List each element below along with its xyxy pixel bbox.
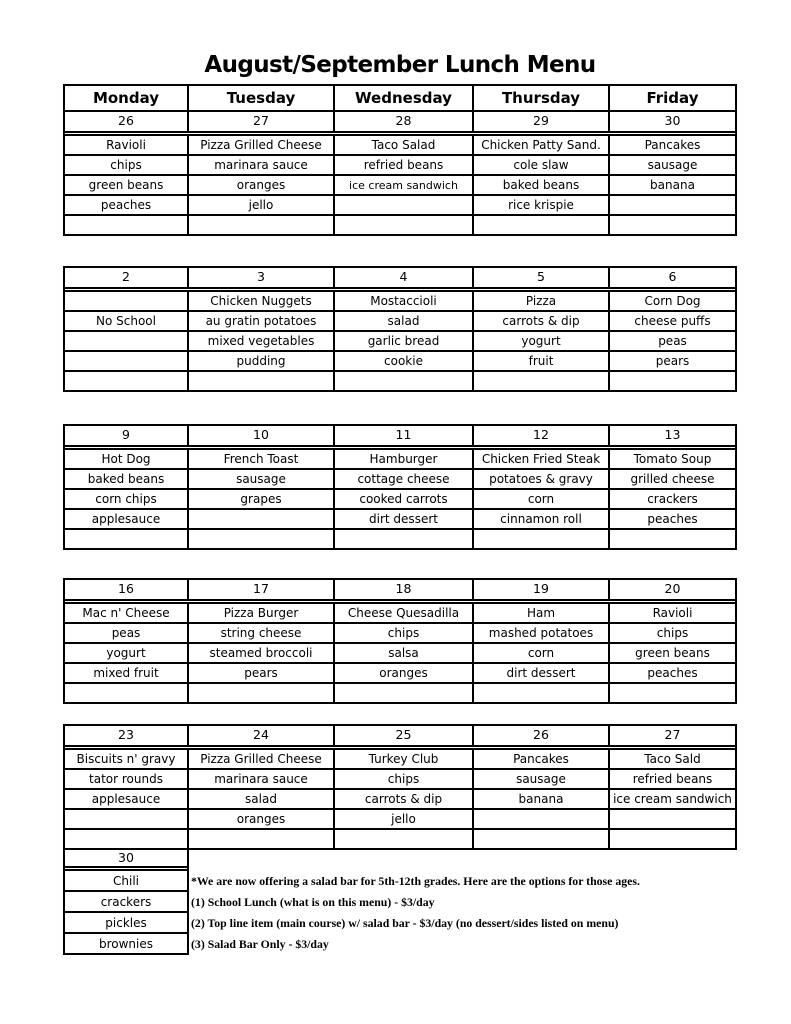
menu-cell: mixed fruit bbox=[65, 664, 187, 682]
menu-cell: green beans bbox=[610, 644, 735, 662]
menu-cell: salad bbox=[335, 312, 472, 330]
menu-cell bbox=[335, 372, 472, 390]
menu-cell bbox=[610, 830, 735, 848]
menu-cell: Ravioli bbox=[65, 136, 187, 154]
menu-cell bbox=[474, 810, 608, 828]
menu-cell: applesauce bbox=[65, 790, 187, 808]
double-divider bbox=[65, 601, 735, 602]
salad-bar-option-2: (2) Top line item (main course) w/ salad bar - $3/day (no dessert/sides listed on menu) bbox=[191, 916, 619, 930]
menu-cell: Taco Sald bbox=[610, 750, 735, 768]
day-header-wednesday: Wednesday bbox=[335, 86, 472, 110]
menu-cell bbox=[610, 530, 735, 548]
menu-cell: banana bbox=[474, 790, 608, 808]
menu-cell: chips bbox=[65, 156, 187, 174]
week-table-5 bbox=[63, 724, 737, 850]
menu-cell bbox=[189, 530, 333, 548]
menu-cell: pears bbox=[189, 664, 333, 682]
menu-cell: banana bbox=[610, 176, 735, 194]
menu-cell bbox=[335, 684, 472, 702]
menu-cell: peaches bbox=[610, 664, 735, 682]
menu-cell: corn bbox=[474, 644, 608, 662]
menu-cell bbox=[610, 810, 735, 828]
date-cell: 27 bbox=[610, 726, 735, 745]
date-cell: 11 bbox=[335, 426, 472, 445]
week-table-1 bbox=[63, 84, 737, 236]
menu-cell: peaches bbox=[65, 196, 187, 214]
menu-cell: crackers bbox=[610, 490, 735, 508]
menu-cell: dirt dessert bbox=[335, 510, 472, 528]
day-header-tuesday: Tuesday bbox=[189, 86, 333, 110]
day-header-friday: Friday bbox=[610, 86, 735, 110]
menu-cell: crackers bbox=[65, 892, 187, 911]
menu-cell: peas bbox=[610, 332, 735, 350]
menu-cell: Mostaccioli bbox=[335, 292, 472, 310]
menu-cell: pudding bbox=[189, 352, 333, 370]
menu-cell: ice cream sandwich bbox=[335, 176, 472, 194]
salad-bar-notes bbox=[191, 871, 751, 955]
menu-cell: cinnamon roll bbox=[474, 510, 608, 528]
date-cell: 6 bbox=[610, 268, 735, 287]
menu-cell: cole slaw bbox=[474, 156, 608, 174]
menu-cell: Biscuits n' gravy bbox=[65, 750, 187, 768]
menu-cell bbox=[335, 216, 472, 234]
double-divider bbox=[65, 747, 735, 748]
date-cell: 30 bbox=[610, 112, 735, 131]
date-cell: 24 bbox=[189, 726, 333, 745]
menu-cell bbox=[610, 196, 735, 214]
date-cell: 16 bbox=[65, 580, 187, 599]
menu-cell: refried beans bbox=[610, 770, 735, 788]
menu-cell: sausage bbox=[189, 470, 333, 488]
date-cell: 27 bbox=[189, 112, 333, 131]
menu-cell: refried beans bbox=[335, 156, 472, 174]
menu-cell: corn bbox=[474, 490, 608, 508]
week-table-4 bbox=[63, 578, 737, 704]
day-header-monday: Monday bbox=[65, 86, 187, 110]
menu-cell: cottage cheese bbox=[335, 470, 472, 488]
menu-cell: Corn Dog bbox=[610, 292, 735, 310]
menu-cell: Pizza Burger bbox=[189, 604, 333, 622]
menu-cell bbox=[610, 372, 735, 390]
menu-cell: au gratin potatoes bbox=[189, 312, 333, 330]
menu-cell: cheese puffs bbox=[610, 312, 735, 330]
date-cell: 17 bbox=[189, 580, 333, 599]
menu-cell: brownies bbox=[65, 934, 187, 953]
menu-cell: Ravioli bbox=[610, 604, 735, 622]
menu-cell: Hot Dog bbox=[65, 450, 187, 468]
menu-cell: chips bbox=[335, 770, 472, 788]
menu-cell bbox=[65, 810, 187, 828]
menu-cell bbox=[474, 216, 608, 234]
date-cell: 2 bbox=[65, 268, 187, 287]
menu-cell: No School bbox=[65, 312, 187, 330]
date-cell: 4 bbox=[335, 268, 472, 287]
date-cell: 5 bbox=[474, 268, 608, 287]
menu-cell: chips bbox=[610, 624, 735, 642]
menu-cell: Mac n' Cheese bbox=[65, 604, 187, 622]
menu-cell bbox=[474, 684, 608, 702]
menu-cell bbox=[335, 530, 472, 548]
menu-cell: Pizza bbox=[474, 292, 608, 310]
menu-cell: marinara sauce bbox=[189, 156, 333, 174]
menu-cell: pears bbox=[610, 352, 735, 370]
menu-cell bbox=[65, 216, 187, 234]
menu-cell: oranges bbox=[335, 664, 472, 682]
menu-cell: potatoes & gravy bbox=[474, 470, 608, 488]
menu-cell: rice krispie bbox=[474, 196, 608, 214]
menu-cell: carrots & dip bbox=[335, 790, 472, 808]
date-cell: 13 bbox=[610, 426, 735, 445]
double-divider bbox=[65, 133, 735, 134]
menu-cell: grapes bbox=[189, 490, 333, 508]
menu-cell: salad bbox=[189, 790, 333, 808]
menu-cell: mashed potatoes bbox=[474, 624, 608, 642]
menu-cell: steamed broccoli bbox=[189, 644, 333, 662]
date-cell: 12 bbox=[474, 426, 608, 445]
menu-cell bbox=[474, 372, 608, 390]
menu-cell bbox=[189, 684, 333, 702]
date-cell: 30 bbox=[65, 850, 187, 866]
date-cell: 3 bbox=[189, 268, 333, 287]
date-cell: 10 bbox=[189, 426, 333, 445]
menu-cell: Turkey Club bbox=[335, 750, 472, 768]
menu-cell: ice cream sandwich bbox=[610, 790, 735, 808]
date-cell: 28 bbox=[335, 112, 472, 131]
menu-cell: string cheese bbox=[189, 624, 333, 642]
menu-cell: grilled cheese bbox=[610, 470, 735, 488]
menu-cell bbox=[189, 216, 333, 234]
menu-cell: Pizza Grilled Cheese bbox=[189, 750, 333, 768]
menu-cell bbox=[610, 216, 735, 234]
menu-cell: baked beans bbox=[474, 176, 608, 194]
week-table-3 bbox=[63, 424, 737, 550]
double-divider bbox=[65, 868, 187, 869]
menu-cell: marinara sauce bbox=[189, 770, 333, 788]
date-cell: 26 bbox=[474, 726, 608, 745]
menu-cell bbox=[610, 684, 735, 702]
menu-cell: jello bbox=[335, 810, 472, 828]
menu-cell bbox=[65, 530, 187, 548]
menu-cell: tator rounds bbox=[65, 770, 187, 788]
menu-cell: Taco Salad bbox=[335, 136, 472, 154]
menu-cell: dirt dessert bbox=[474, 664, 608, 682]
menu-cell: Hamburger bbox=[335, 450, 472, 468]
menu-cell: Chicken Patty Sand. bbox=[474, 136, 608, 154]
menu-cell: corn chips bbox=[65, 490, 187, 508]
menu-cell: applesauce bbox=[65, 510, 187, 528]
date-cell: 18 bbox=[335, 580, 472, 599]
menu-cell: sausage bbox=[474, 770, 608, 788]
menu-cell: Ham bbox=[474, 604, 608, 622]
double-divider bbox=[65, 289, 735, 290]
menu-cell: carrots & dip bbox=[474, 312, 608, 330]
date-cell: 23 bbox=[65, 726, 187, 745]
date-cell: 26 bbox=[65, 112, 187, 131]
menu-cell bbox=[189, 372, 333, 390]
double-divider bbox=[65, 447, 735, 448]
menu-cell: Chicken Fried Steak bbox=[474, 450, 608, 468]
extra-day-table bbox=[63, 848, 189, 955]
menu-cell bbox=[65, 332, 187, 350]
menu-cell: mixed vegetables bbox=[189, 332, 333, 350]
salad-bar-option-3: (3) Salad Bar Only - $3/day bbox=[191, 937, 329, 951]
menu-cell bbox=[474, 530, 608, 548]
menu-cell: Pancakes bbox=[474, 750, 608, 768]
menu-cell bbox=[189, 510, 333, 528]
menu-cell: sausage bbox=[610, 156, 735, 174]
menu-cell bbox=[335, 830, 472, 848]
menu-cell: salsa bbox=[335, 644, 472, 662]
menu-cell: oranges bbox=[189, 176, 333, 194]
menu-cell bbox=[65, 372, 187, 390]
menu-cell: French Toast bbox=[189, 450, 333, 468]
date-cell: 19 bbox=[474, 580, 608, 599]
menu-cell bbox=[65, 684, 187, 702]
menu-cell: fruit bbox=[474, 352, 608, 370]
menu-cell: chips bbox=[335, 624, 472, 642]
menu-cell bbox=[65, 292, 187, 310]
page-title: August/September Lunch Menu bbox=[204, 52, 596, 78]
menu-cell: peaches bbox=[610, 510, 735, 528]
menu-cell: garlic bread bbox=[335, 332, 472, 350]
date-cell: 29 bbox=[474, 112, 608, 131]
menu-cell: cookie bbox=[335, 352, 472, 370]
date-cell: 25 bbox=[335, 726, 472, 745]
menu-cell bbox=[335, 196, 472, 214]
menu-cell: oranges bbox=[189, 810, 333, 828]
menu-cell: Chicken Nuggets bbox=[189, 292, 333, 310]
menu-cell: yogurt bbox=[65, 644, 187, 662]
menu-cell bbox=[474, 830, 608, 848]
menu-cell: yogurt bbox=[474, 332, 608, 350]
salad-bar-intro: *We are now offering a salad bar for 5th-12th grades. Here are the options for those ages. bbox=[191, 874, 640, 888]
menu-cell: Pancakes bbox=[610, 136, 735, 154]
day-header-thursday: Thursday bbox=[474, 86, 608, 110]
menu-cell bbox=[65, 830, 187, 848]
menu-cell: Chili bbox=[65, 871, 187, 890]
menu-cell: peas bbox=[65, 624, 187, 642]
menu-cell bbox=[65, 352, 187, 370]
menu-cell: cooked carrots bbox=[335, 490, 472, 508]
menu-cell: baked beans bbox=[65, 470, 187, 488]
menu-cell bbox=[189, 830, 333, 848]
menu-cell: jello bbox=[189, 196, 333, 214]
menu-cell: Cheese Quesadilla bbox=[335, 604, 472, 622]
week-table-2 bbox=[63, 266, 737, 392]
date-cell: 20 bbox=[610, 580, 735, 599]
menu-cell: Pizza Grilled Cheese bbox=[189, 136, 333, 154]
menu-cell: pickles bbox=[65, 913, 187, 932]
menu-cell: green beans bbox=[65, 176, 187, 194]
date-cell: 9 bbox=[65, 426, 187, 445]
menu-cell: Tomato Soup bbox=[610, 450, 735, 468]
salad-bar-option-1: (1) School Lunch (what is on this menu) - $3/day bbox=[191, 895, 435, 909]
